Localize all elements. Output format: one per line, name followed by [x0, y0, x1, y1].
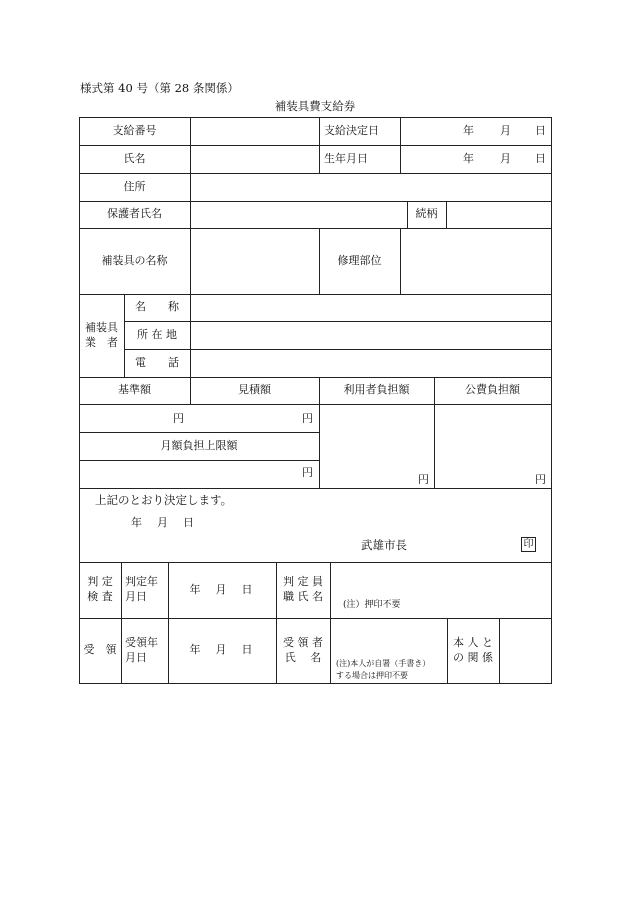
label-relation-to-self: [447, 618, 499, 683]
monthly-cap-yen: 円: [302, 466, 313, 479]
label-vendor-line1: 補装具: [85, 320, 118, 334]
label-judgment-date: [121, 562, 172, 618]
label-receiver-name-line2: 氏 名: [284, 650, 322, 664]
decision-text: 上記のとおり決定します。: [95, 493, 233, 507]
label-address: 住所: [123, 179, 146, 193]
label-vendor-phone: 電 話: [135, 355, 179, 369]
birth-date-year: 年: [463, 152, 474, 165]
note-no-seal: (注）押印不要: [343, 600, 401, 610]
public-burden-yen: 円: [535, 473, 546, 486]
label-vendor-name: 名 称: [135, 300, 179, 314]
label-receipt-date: [121, 618, 172, 683]
note-self-sign-line2: する場合は押印不要: [336, 670, 408, 680]
label-base-amount: 基準額: [118, 383, 151, 397]
label-estimate-amount: 見積額: [238, 383, 271, 397]
label-receiver-name-line1: 受 領 者: [283, 635, 323, 649]
label-judgment: [79, 562, 121, 618]
label-judgment-date-line1: 判定年: [125, 575, 158, 589]
label-judgment-staff: [276, 562, 330, 618]
label-relation-to-self-line2: の 関 係: [453, 650, 493, 664]
birth-date-day: 日: [535, 152, 546, 165]
base-amount-yen: 円: [173, 412, 184, 425]
label-vendor-line2: 業 者: [85, 335, 118, 349]
label-receiver-name: [276, 618, 330, 683]
label-public-burden: 公費負担額: [465, 383, 520, 397]
label-issue-number: 支給番号: [112, 123, 157, 137]
receipt-date-ymd: 年 月 日: [189, 643, 255, 657]
label-receipt: 受 領: [83, 643, 117, 657]
label-birth-date: 生年月日: [324, 152, 368, 165]
label-judgment-date-line2: 月日: [125, 590, 147, 603]
label-decision-date: 支給決定日: [324, 124, 379, 137]
label-name: 氏名: [123, 151, 146, 165]
decision-date-day: 日: [535, 124, 546, 137]
form-reference: 様式第 40 号（第 28 条関係）: [80, 81, 239, 95]
form-title: 補装具費支給券: [274, 99, 356, 113]
label-relation-to-self-line1: 本 人 と: [453, 635, 493, 649]
label-vendor: [79, 294, 124, 377]
label-relation: 続柄: [415, 207, 438, 221]
label-judgment-staff-line2: 職 氏 名: [283, 590, 323, 603]
label-vendor-location: 所 在 地: [137, 327, 177, 341]
decision-date-year: 年: [463, 124, 474, 137]
decision-ymd: 年 月 日: [131, 516, 196, 529]
decision-date-month: 月: [500, 124, 511, 137]
seal-stamp: 印: [521, 537, 536, 552]
estimate-amount-yen: 円: [302, 412, 313, 425]
mayor-title: 武雄市長: [361, 538, 407, 552]
label-receipt-date-line1: 受領年: [125, 635, 158, 649]
label-judgment-line2: 検 査: [87, 590, 113, 603]
label-guardian-name: 保護者氏名: [107, 207, 162, 221]
label-receipt-date-line2: 月日: [125, 650, 147, 664]
note-self-sign-line1: (注)本人が自署（手書き）: [336, 659, 431, 668]
label-user-burden: 利用者負担額: [343, 383, 410, 397]
note-self-sign: [336, 658, 430, 681]
user-burden-yen: 円: [418, 473, 429, 486]
label-judgment-line1: 判 定: [87, 575, 113, 589]
label-monthly-cap: 月額負担上限額: [160, 438, 238, 452]
label-device-name: 補装具の名称: [101, 253, 168, 267]
label-judgment-staff-line1: 判 定 員: [283, 575, 323, 589]
birth-date-month: 月: [500, 152, 511, 165]
judgment-date-ymd: 年 月 日: [189, 582, 255, 596]
label-repair-part: 修理部位: [337, 253, 382, 267]
